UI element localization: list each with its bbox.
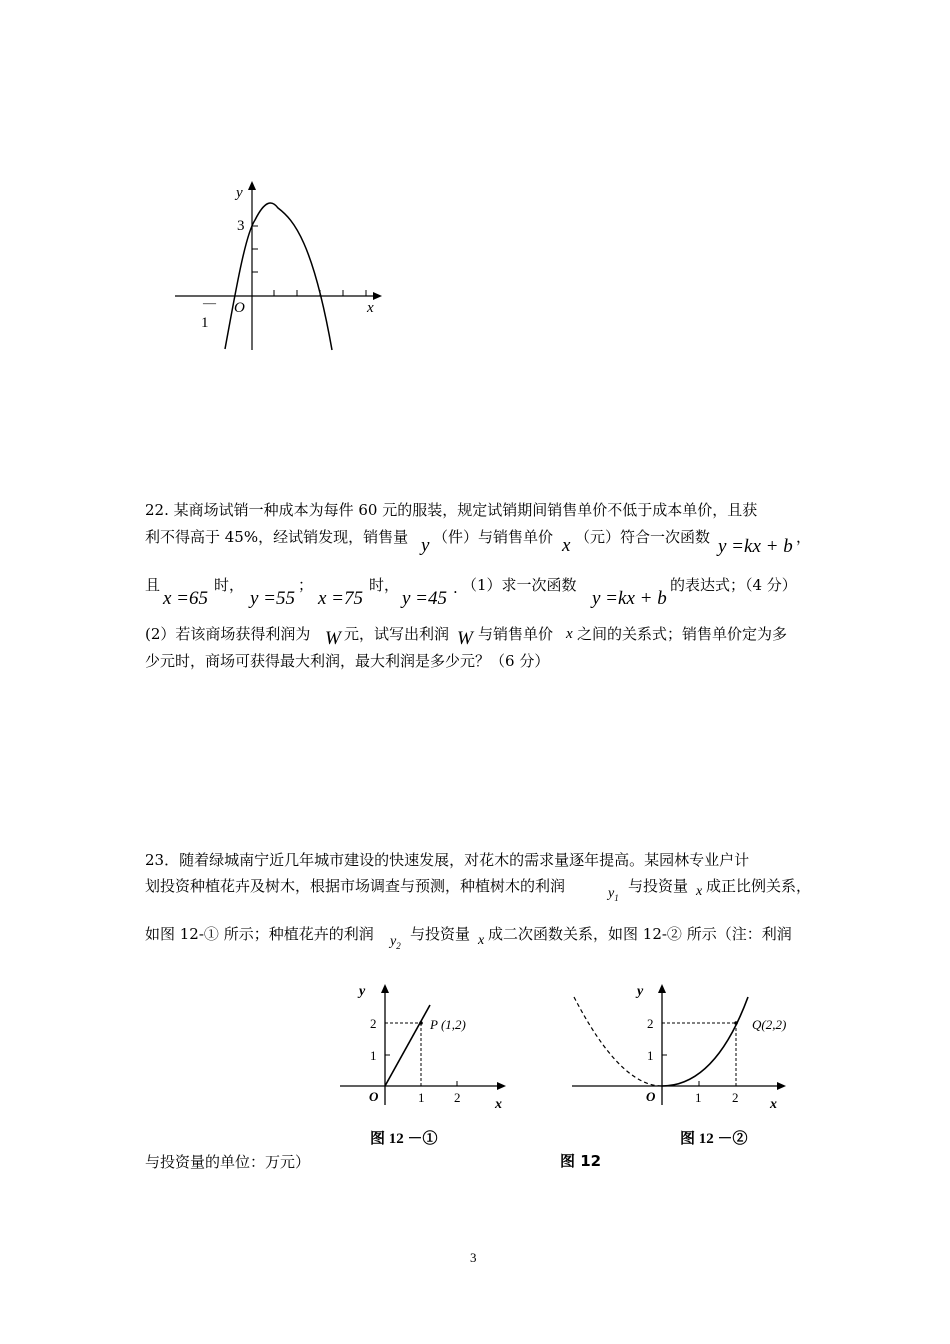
q22-semicolon: ； (298, 576, 314, 594)
figure-12-1 (335, 975, 515, 1155)
figure-12-2 (560, 975, 790, 1155)
x-axis-arrow (497, 1082, 506, 1090)
figure-12-1-caption: 图 12 －① (370, 1131, 438, 1147)
y-axis-label: y (236, 185, 243, 201)
q22-cond-y45: y =45 (402, 588, 448, 609)
q23-y1-subscript: 1 (614, 892, 619, 903)
q22-part-1: （1）求一次函数 (462, 576, 577, 594)
q22-line-5: 少元时，商场可获得最大利润，最大利润是多少元？（6 分） (145, 652, 550, 670)
q22-line-2-a: 利不得高于 45%，经试销发现，销售量 (145, 528, 409, 546)
q23-line-2-a: 划投资种植花卉及树木，根据市场调查与预测，种植树木的利润 (145, 877, 566, 895)
y-axis-label: y (359, 984, 366, 999)
y-tick-1: 1 (370, 1048, 377, 1063)
x-axis-arrow (777, 1082, 786, 1090)
y-axis-arrow (381, 984, 389, 993)
q22-line-4-a: (2）若该商场获得利润为 (145, 625, 311, 643)
q22-period: . (453, 579, 458, 597)
q23-var-x2: x (478, 933, 485, 948)
q23-line-3-b: 与投资量 (410, 925, 471, 943)
x-axis-label: x (367, 300, 374, 316)
x-tick-1: 1 (418, 1090, 425, 1105)
x-tick-2: 2 (454, 1090, 461, 1105)
q22-var-W-1: W (325, 628, 341, 649)
x-tick-2: 2 (732, 1090, 739, 1105)
q22-qie: 且 (145, 576, 161, 594)
origin-label: O (369, 1089, 379, 1104)
q23-var-y2 (390, 934, 401, 951)
parabola-dashed-left (574, 997, 662, 1086)
q22-var-W-2: W (457, 628, 473, 649)
q22-var-x: x (562, 535, 571, 556)
point-Q-label: Q(2,2) (752, 1017, 787, 1032)
y-axis-label: y (637, 984, 644, 999)
point-P-label: P (1,2) (430, 1017, 466, 1032)
x-axis-label: x (495, 1097, 502, 1112)
q23-y2-subscript: 2 (396, 940, 401, 951)
parabola-graph (170, 175, 390, 355)
page-number: 3 (470, 1250, 477, 1265)
q23-line-3-a: 如图 12-① 所示；种植花卉的利润 (145, 925, 374, 943)
q22-line-2-b: （件）与销售单价 (433, 528, 554, 546)
q22-shi-2: 时， (369, 576, 400, 594)
q22-part-1-tail: 的表达式；（4 分） (670, 576, 797, 594)
origin-label: O (234, 300, 245, 316)
q23-y1-letter: y (608, 886, 615, 901)
x-axis-label: x (770, 1097, 777, 1112)
q22-line-1: 22. 某商场试销一种成本为每件 60 元的服装，规定试销期间销售单价不低于成本单价，且获 (145, 501, 758, 519)
x-tick-1: 1 (695, 1090, 702, 1105)
figure-12-caption: 图 12 (560, 1152, 602, 1170)
q22-shi-1: 时， (214, 576, 245, 594)
q23-line-1: 23．随着绿城南宁近几年城市建设的快速发展，对花木的需求量逐年提高。某园林专业户计 (145, 851, 750, 869)
q22-linear-function: y =kx + b (718, 536, 793, 557)
origin-label: O (646, 1089, 656, 1104)
neg-sign: — (203, 295, 216, 310)
q23-var-x1: x (696, 884, 703, 899)
q22-cond-x75: x =75 (318, 588, 364, 609)
q22-var-y: y (421, 535, 430, 556)
q22-line-4-d: 之间的关系式；销售单价定为多 (577, 625, 788, 643)
q22-cond-x65: x =65 (163, 588, 209, 609)
figure-12-2-caption: 图 12 －② (680, 1131, 748, 1147)
q23-line-2-b: 与投资量 (628, 877, 689, 895)
q23-var-y1 (608, 886, 619, 903)
x-axis-arrow (373, 292, 382, 300)
q22-line-2-d: ， (796, 528, 812, 546)
parabola-solid-right (662, 997, 748, 1086)
y-tick-2: 2 (370, 1016, 377, 1031)
q23-line-4: 与投资量的单位：万元） (145, 1153, 311, 1171)
proportional-line (385, 1005, 430, 1086)
q23-line-2-c: 成正比例关系， (706, 877, 812, 895)
q23-line-3-c: 成二次函数关系，如图 12-② 所示（注：利润 (488, 925, 792, 943)
y-tick-1: 1 (647, 1048, 654, 1063)
q22-line-2-c: （元）符合一次函数 (575, 528, 711, 546)
q22-line-4-b: 元，试写出利润 (344, 625, 450, 643)
q22-linear-function-2: y =kx + b (592, 588, 667, 609)
y-axis-arrow (658, 984, 666, 993)
y-axis-arrow (248, 181, 256, 190)
q22-cond-y55: y =55 (250, 588, 296, 609)
q23-y2-letter: y (390, 934, 397, 949)
q22-var-x-2: x (566, 626, 573, 642)
y-tick-label-3: 3 (237, 218, 245, 234)
point-Q (734, 1021, 738, 1025)
q22-line-4-c: 与销售单价 (478, 625, 554, 643)
neg-one-label: 1 (201, 315, 209, 331)
y-tick-2: 2 (647, 1016, 654, 1031)
point-P (419, 1021, 423, 1025)
